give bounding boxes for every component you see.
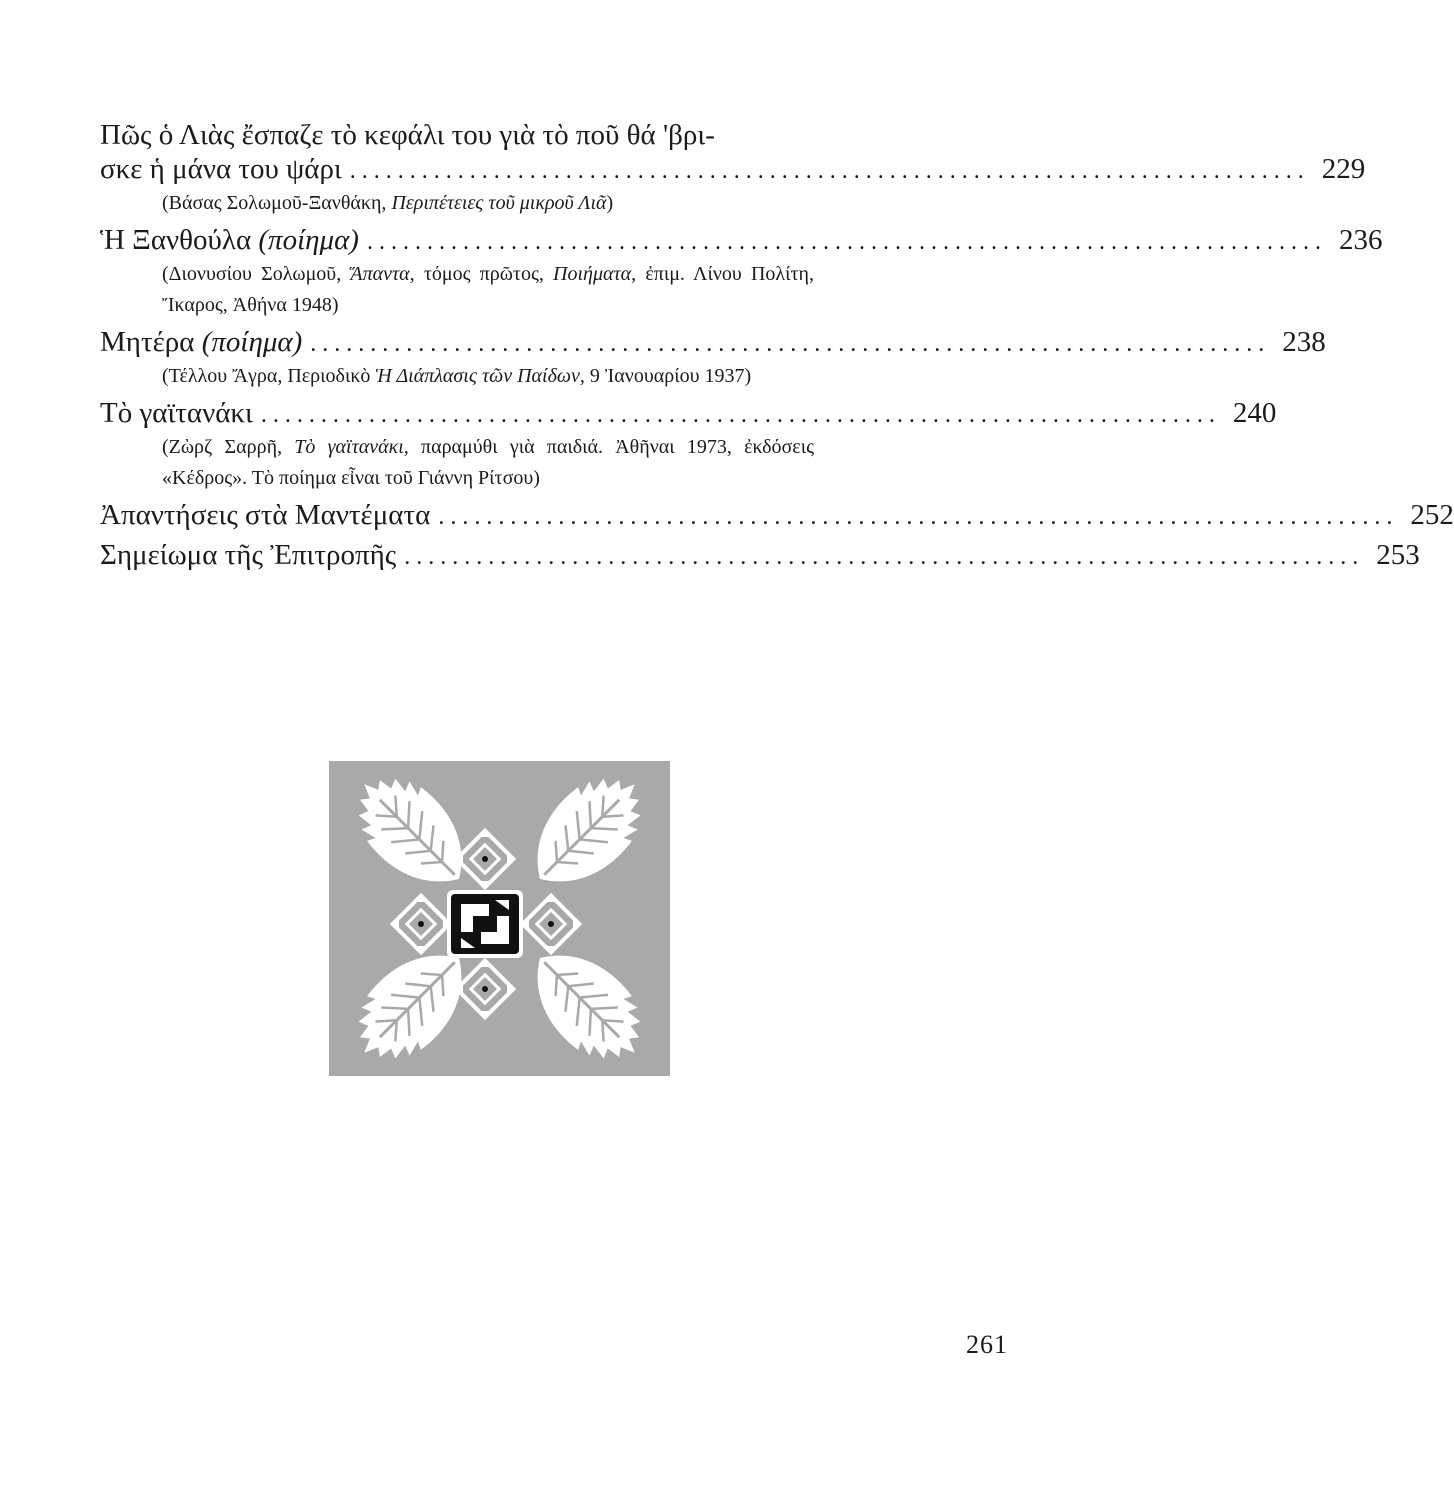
toc-entry-answers [100,498,1454,534]
dot-leader: ................................................................................ [260,402,1221,428]
dot-leader: ................................................................................ [366,229,1327,255]
toc-page-number: 240 [1232,397,1277,429]
toc-entry-title-text: Μητέρα [100,326,195,358]
toc-entry-title: Σημείωμα τῆς Ἐπιτροπῆς [100,539,397,571]
folk-embroidery-ornament [329,761,670,1076]
source-text: (Τέλλου Ἄγρα, Περιοδικὸ [162,365,376,387]
source-work-title: Τὸ γαϊτανάκι, [294,436,409,458]
toc-entry-title: σκε ἡ μάνα του ψάρι [100,153,342,185]
source-text: τόμος πρῶτος, [414,263,554,285]
toc-entry-title-line1: Πῶς ὁ Λιὰς ἔσπαζε τὸ κεφάλι του γιὰ τὸ ποῦ θά 'βρι- [100,119,715,151]
toc-source-note [162,259,876,321]
toc-entry-line [100,152,1366,188]
dot-leader: ................................................................................ [310,331,1271,357]
toc-page-number: 253 [1376,539,1420,571]
toc-page-number: 236 [1338,224,1383,256]
toc-entry-subtitle: (ποίημα) [201,326,303,358]
toc-source-note [162,361,876,392]
toc-page-number: 229 [1321,153,1366,185]
toc-entry-committee-note [100,538,1420,574]
source-work-title: Περιπέτειες τοῦ μικροῦ Λιᾶ [391,192,607,214]
source-work-title: Ἡ Διάπλασις τῶν Παίδων, [375,365,585,387]
toc-entry-title [100,223,359,257]
toc-entry-title [100,325,302,359]
toc-entry-mitera [100,325,1326,392]
toc-entry-xanthoula [100,223,1383,321]
source-work-title: Ποιήματα, [553,263,637,285]
source-text: παραμύθι γιὰ παιδιά. Ἀθῆναι 1973, ἐκδόσεις «Κέδρος». Τὸ ποίημα εἶναι τοῦ Γιάννη Ρίτσου) [162,436,815,489]
toc-entry-line [100,498,1454,534]
toc-entry-line [100,538,1420,574]
source-text: ἐπιμ. Λίνου Πολίτη, Ἴκαρος, Ἀθήνα 1948) [162,263,814,316]
source-text: (Βάσας Σολωμοῦ-Ξανθάκη, [162,192,392,214]
toc-entry-line [100,396,1277,432]
toc-page-number: 238 [1282,326,1326,358]
toc-entry-title-text: Ἡ Ξανθούλα [100,224,252,256]
toc-entry-gaitanaki [100,396,1277,494]
source-text: (Ζὼρζ Σαρρῆ, [162,436,295,458]
toc-source-note [162,432,876,494]
dot-leader: ................................................................................ [404,544,1365,570]
source-work-title: Ἅπαντα, [350,263,415,285]
center-motif [447,890,523,958]
toc-entry-lias [100,118,1366,219]
toc-page-number: 252 [1410,499,1454,531]
source-text: 9 Ἰανουαρίου 1937) [584,365,752,387]
toc-entry-title: Ἀπαντήσεις στὰ Μαντέματα [100,499,431,531]
dot-leader: ................................................................................ [438,504,1399,530]
dot-leader: ................................................................................ [349,158,1310,184]
source-text: ) [606,192,614,214]
toc-entry-line [100,223,1383,259]
table-of-contents [100,118,1454,578]
page-number: 261 [966,1330,1008,1359]
source-text: (Διονυσίου Σολωμοῦ, [162,263,351,285]
toc-entry-title: Τὸ γαϊτανάκι [100,397,253,429]
toc-entry-line [100,325,1326,361]
toc-entry-subtitle: (ποίημα) [258,224,359,256]
toc-source-note [162,188,876,219]
